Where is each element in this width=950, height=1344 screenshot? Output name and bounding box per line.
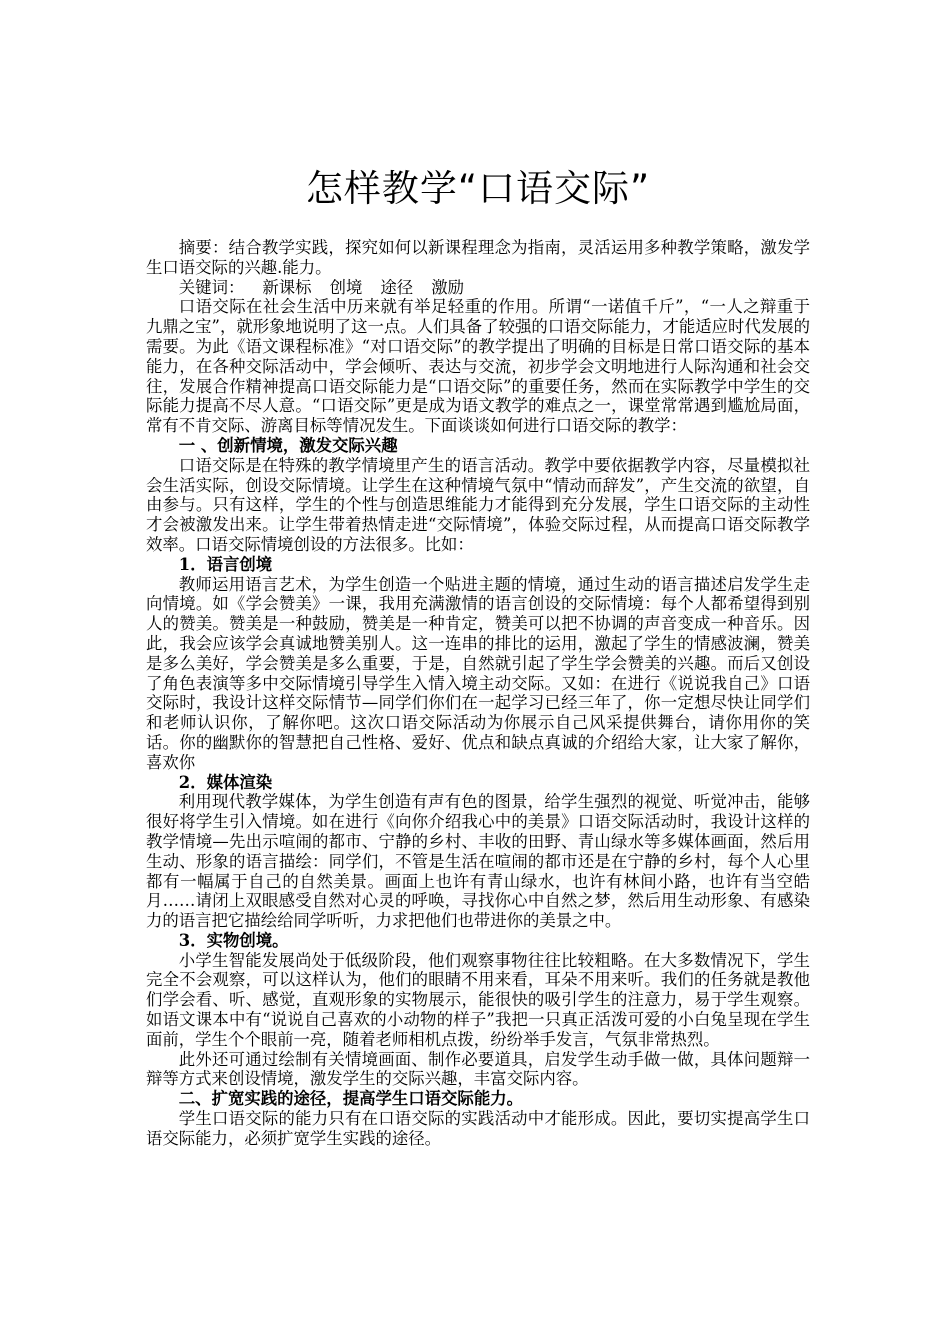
keywords-label: 关键词： [178, 277, 245, 297]
subsection-heading: 2．媒体渲染 [178, 772, 273, 792]
section-heading: 二、扩宽实践的途径，提高学生口语交际能力。 [178, 1089, 523, 1109]
keyword-item: 创境 [329, 277, 363, 297]
subsection-heading: 1．语言创境 [178, 554, 273, 574]
subsection-heading: 3．实物创境。 [178, 930, 289, 950]
document-title: 怎样教学“口语交际” [305, 167, 651, 210]
subsection-paragraph: 小学生智能发展尚处于低级阶段，他们观察事物往往比较粗略。在大多数情况下，学生完全不会观察，可以这样认为，他们的眼睛不用来看，耳朵不用来听。我们的任务就是教他们学会看、听、感觉，直观形象的实物展示，能很快的吸引学生的注意力，易于学生观察。如语文课本中有“说说自己喜欢的小动物的样子”我把一只真正活泼可爱的小白兔呈现在学生面前，学生个个眼前一亮，随着老师相机点拨，纷纷举手发言，气氛非常热烈。 [146, 950, 810, 1049]
subsection-paragraph: 教师运用语言艺术，为学生创造一个贴进主题的情境，通过生动的语言描述启发学生走向情境。如《学会赞美》一课，我用充满激情的语言创设的交际情境：每个人都希望得到别人的赞美。赞美是一种鼓励，赞美是一种肯定，赞美可以把不协调的声音变成一种音乐。因此，我会应该学会真诚地赞美别人。这一连串的排比的运用，激起了学生的情感波澜，赞美是多么美好，学会赞美是多么重要，于是，自然就引起了学生学会赞美的兴趣。而后又创设了角色表演等多中交际情境引导学生入情入境主动交际。又如：在进行《说说我自己》口语交际时，我设计这样交际情节—同学们你们在一起学习已经三年了，你一定想尽快让同学们和老师认识你，了解你吧。这次口语交际活动为你展示自己风采提供舞台，请你用你的笑话。你的幽默你的智慧把自己性格、爱好、优点和缺点真诚的介绍给大家，让大家了解你，喜欢你 [146, 574, 810, 772]
document-body [146, 238, 810, 1149]
keyword-item: 途径 [380, 277, 414, 297]
section-heading: 一 、创新情境，激发交际兴趣 [178, 435, 398, 455]
keyword-item: 新课标 [262, 277, 312, 297]
intro-paragraph: 口语交际在社会生活中历来就有举足轻重的作用。所谓“一诺值千斤”，“一人之辩重于九鼎之宝”，就形象地说明了这一点。人们具备了较强的口语交际能力，才能适应时代发展的需要。为此《语文课程标准》“对口语交际”的教学提出了明确的目标是日常口语交际的基本能力，在各种交际活动中，学会倾听、表达与交流，初步学会文明地进行人际沟通和社会交往，发展合作精神提高口语交际能力是“口语交际”的重要任务，然而在实际教学中学生的交际能力提高不尽人意。“口语交际”更是成为语文教学的难点之一，课堂常常遇到尴尬局面，常有不肯交际、游离目标等情况发生。下面谈谈如何进行口语交际的教学： [146, 297, 811, 436]
keywords-line [146, 278, 810, 298]
section-paragraph: 口语交际是在特殊的教学情境里产生的语言活动。教学中要依据教学内容，尽量模拟社会生活实际，创设交际情境。让学生在这种情境气氛中“情动而辞发”，产生交流的欲望，自由参与。只有这样，学生的个性与创造思维能力才能得到充分发展，学生口语交际的主动性才会被激发出来。让学生带着热情走进“交际情境”，体验交际过程，从而提高口语交际教学效率。口语交际情境创设的方法很多。比如： [146, 455, 810, 554]
document-page [146, 0, 810, 1149]
section-closing-paragraph: 此外还可通过绘制有关情境画面、制作必要道具，启发学生动手做一做，具体问题辩一辩等方式来创设情境，激发学生的交际兴趣，丰富交际内容。 [146, 1049, 810, 1089]
subsection-paragraph: 利用现代教学媒体，为学生创造有声有色的图景，给学生强烈的视觉、听觉冲击，能够很好将学生引入情境。如在进行《向你介绍我心中的美景》口语交际活动时，我设计这样的教学情境—先出示喧闹的都市、宁静的乡村、丰收的田野、青山绿水等多媒体画面，然后用生动、形象的语言描绘：同学们，不管是生活在喧闹的都市还是在宁静的乡村，每个人心里都有一幅属于自己的自然美景。画面上也许有青山绿水，也许有林间小路，也许有当空皓月……请闭上双眼感受自然对心灵的呼唤，寻找你心中自然之梦，然后用生动形象、有感染力的语言把它描绘给同学听听，力求把他们也带进你的美景之中。 [146, 792, 810, 931]
section-paragraph: 学生口语交际的能力只有在口语交际的实践活动中才能形成。因此，要切实提高学生口语交际能力，必须扩宽学生实践的途径。 [146, 1109, 810, 1148]
keyword-item: 激励 [431, 277, 464, 297]
abstract-paragraph: 摘要：结合教学实践，探究如何以新课程理念为指南，灵活运用多种教学策略，激发学生口语交际的兴趣.能力。 [146, 238, 810, 277]
